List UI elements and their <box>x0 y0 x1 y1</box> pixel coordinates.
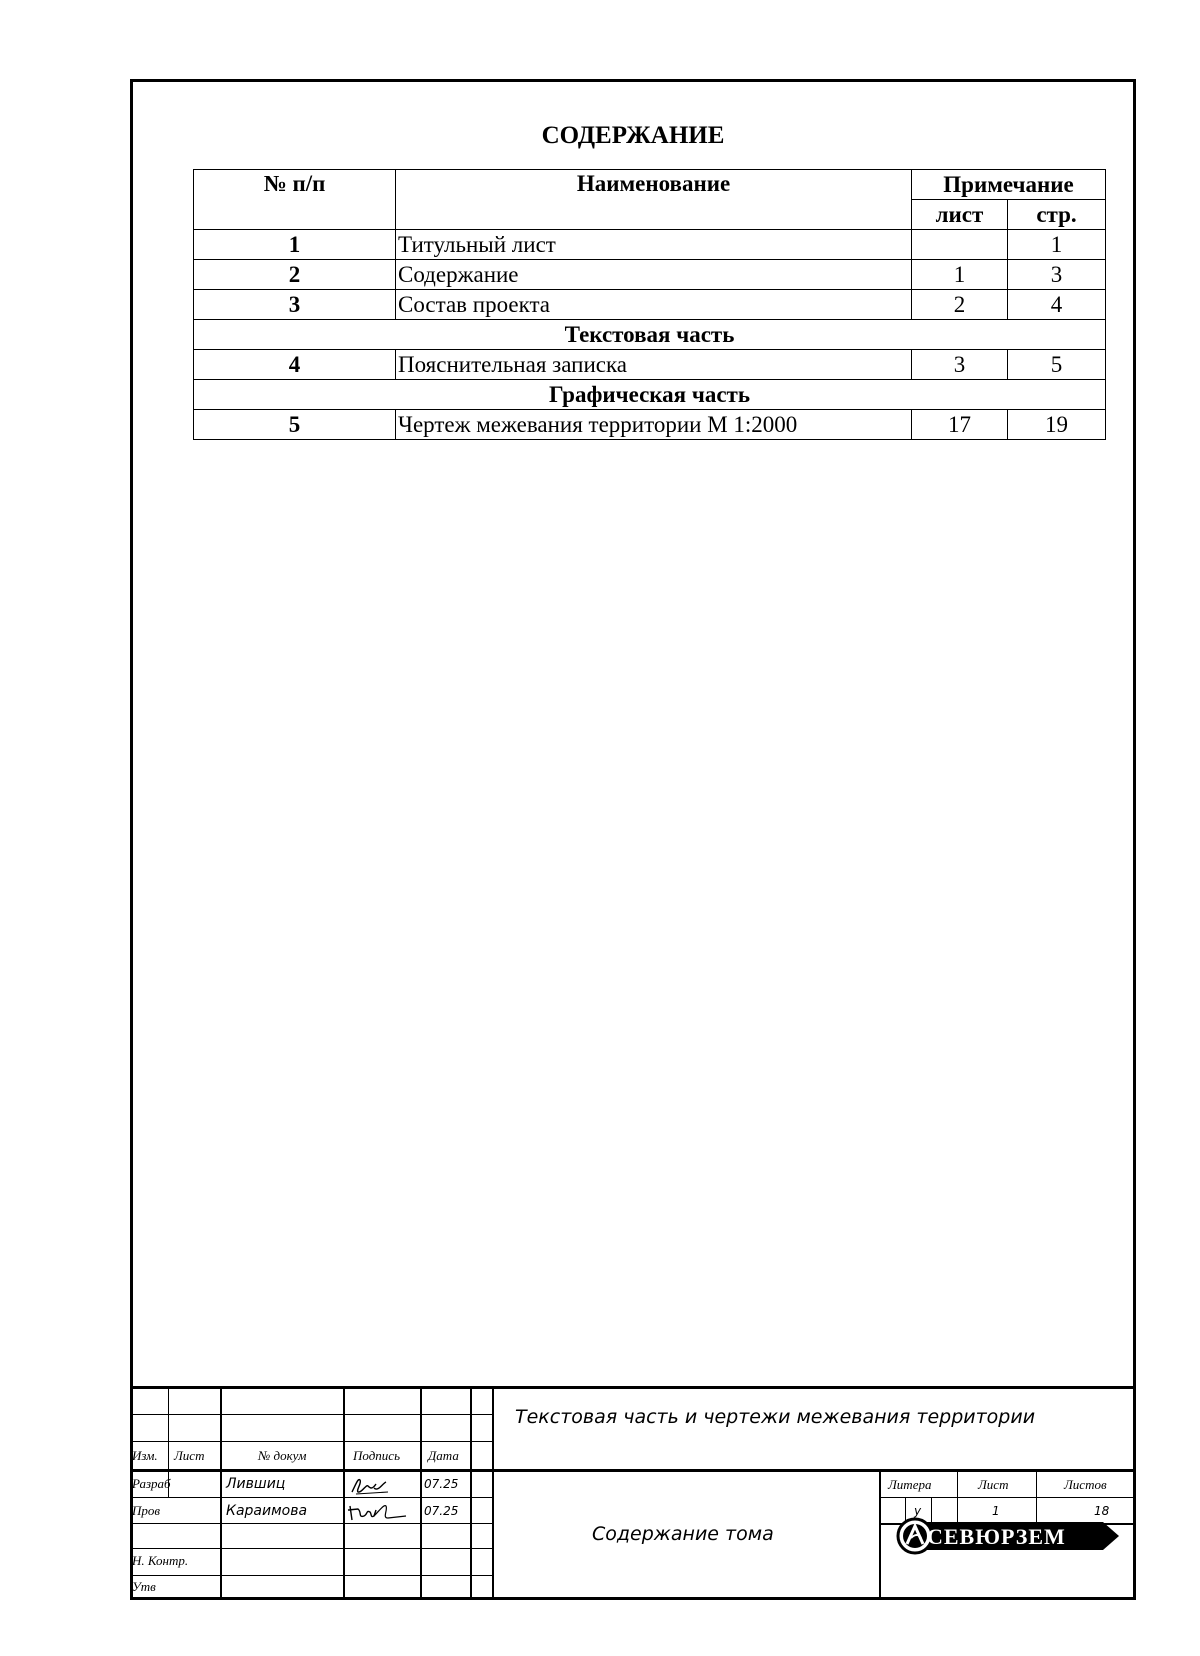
title-block <box>130 1386 1136 1600</box>
table-row <box>194 260 1106 290</box>
row-sheet: 1 <box>912 260 1008 290</box>
stamp-line <box>130 1497 492 1498</box>
row-num: 2 <box>194 260 396 290</box>
label-izm: Изм. <box>132 1448 158 1463</box>
row-page: 5 <box>1008 350 1106 380</box>
row-num: 5 <box>194 410 396 440</box>
table-row <box>194 290 1106 320</box>
header-page: стр. <box>1008 200 1106 230</box>
stamp-line <box>343 1386 345 1600</box>
developer-signature <box>348 1474 408 1496</box>
checker-date: 07.25 <box>424 1504 459 1518</box>
sheets-value: 18 <box>1094 1504 1110 1518</box>
role-approved: Утв <box>132 1579 156 1594</box>
project-title: Текстовая часть и чертежи межевания территории <box>515 1406 1036 1428</box>
table-row <box>194 350 1106 380</box>
row-page: 19 <box>1008 410 1106 440</box>
sheet-value: 1 <box>992 1504 1000 1518</box>
label-date: Дата <box>428 1448 459 1463</box>
row-page: 1 <box>1008 230 1106 260</box>
section-heading-text: Текстовая часть <box>194 320 1106 350</box>
stamp-line <box>1036 1469 1037 1523</box>
row-num: 1 <box>194 230 396 260</box>
section-heading-graphic: Графическая часть <box>194 380 1106 410</box>
row-name: Состав проекта <box>396 290 912 320</box>
row-name: Чертеж межевания территории М 1:2000 <box>396 410 912 440</box>
stamp-line <box>879 1497 1136 1498</box>
litera-value: у <box>914 1504 922 1518</box>
role-developer: Разраб <box>132 1476 171 1491</box>
checker-signature <box>346 1500 416 1522</box>
row-sheet: 3 <box>912 350 1008 380</box>
stamp-line <box>220 1386 222 1600</box>
stamp-line <box>130 1523 492 1524</box>
litera-label: Литера <box>888 1477 932 1492</box>
label-doc-no: № докум <box>258 1448 307 1463</box>
label-signature: Подпись <box>353 1448 400 1463</box>
table-row <box>194 230 1106 260</box>
header-name: Наименование <box>396 170 912 230</box>
row-sheet: 17 <box>912 410 1008 440</box>
stamp-line <box>492 1386 494 1600</box>
developer-date: 07.25 <box>424 1477 459 1491</box>
company-name: СЕВЮРЗЕМ <box>927 1524 1066 1549</box>
checker-name: Караимова <box>226 1503 308 1519</box>
contents-table <box>193 169 1106 440</box>
label-list: Лист <box>174 1448 205 1463</box>
stamp-line <box>130 1469 1136 1472</box>
row-name: Пояснительная записка <box>396 350 912 380</box>
row-name: Содержание <box>396 260 912 290</box>
row-name: Титульный лист <box>396 230 912 260</box>
stamp-line <box>957 1469 958 1523</box>
sheet-title: Содержание тома <box>592 1523 774 1545</box>
stamp-line <box>130 1575 492 1576</box>
page-title: СОДЕРЖАНИЕ <box>541 122 725 149</box>
row-page: 3 <box>1008 260 1106 290</box>
header-sheet: лист <box>912 200 1008 230</box>
row-sheet <box>912 230 1008 260</box>
stamp-line <box>130 1414 492 1415</box>
section-row <box>194 320 1106 350</box>
sheet-label: Лист <box>978 1477 1009 1492</box>
header-num: № п/п <box>194 170 396 230</box>
row-sheet: 2 <box>912 290 1008 320</box>
sheets-label: Листов <box>1064 1477 1107 1492</box>
row-num: 4 <box>194 350 396 380</box>
stamp-line <box>470 1386 472 1600</box>
stamp-line <box>130 1441 492 1442</box>
row-page: 4 <box>1008 290 1106 320</box>
section-row <box>194 380 1106 410</box>
stamp-line <box>130 1386 1136 1389</box>
role-norm-control: Н. Контр. <box>132 1553 189 1568</box>
stamp-line <box>420 1386 422 1600</box>
role-checker: Пров <box>132 1503 161 1518</box>
header-note: Примечание <box>912 170 1106 200</box>
table-row <box>194 410 1106 440</box>
row-num: 3 <box>194 290 396 320</box>
stamp-line <box>130 1548 492 1549</box>
stamp-line <box>879 1469 881 1600</box>
developer-name: Лившиц <box>226 1476 286 1492</box>
